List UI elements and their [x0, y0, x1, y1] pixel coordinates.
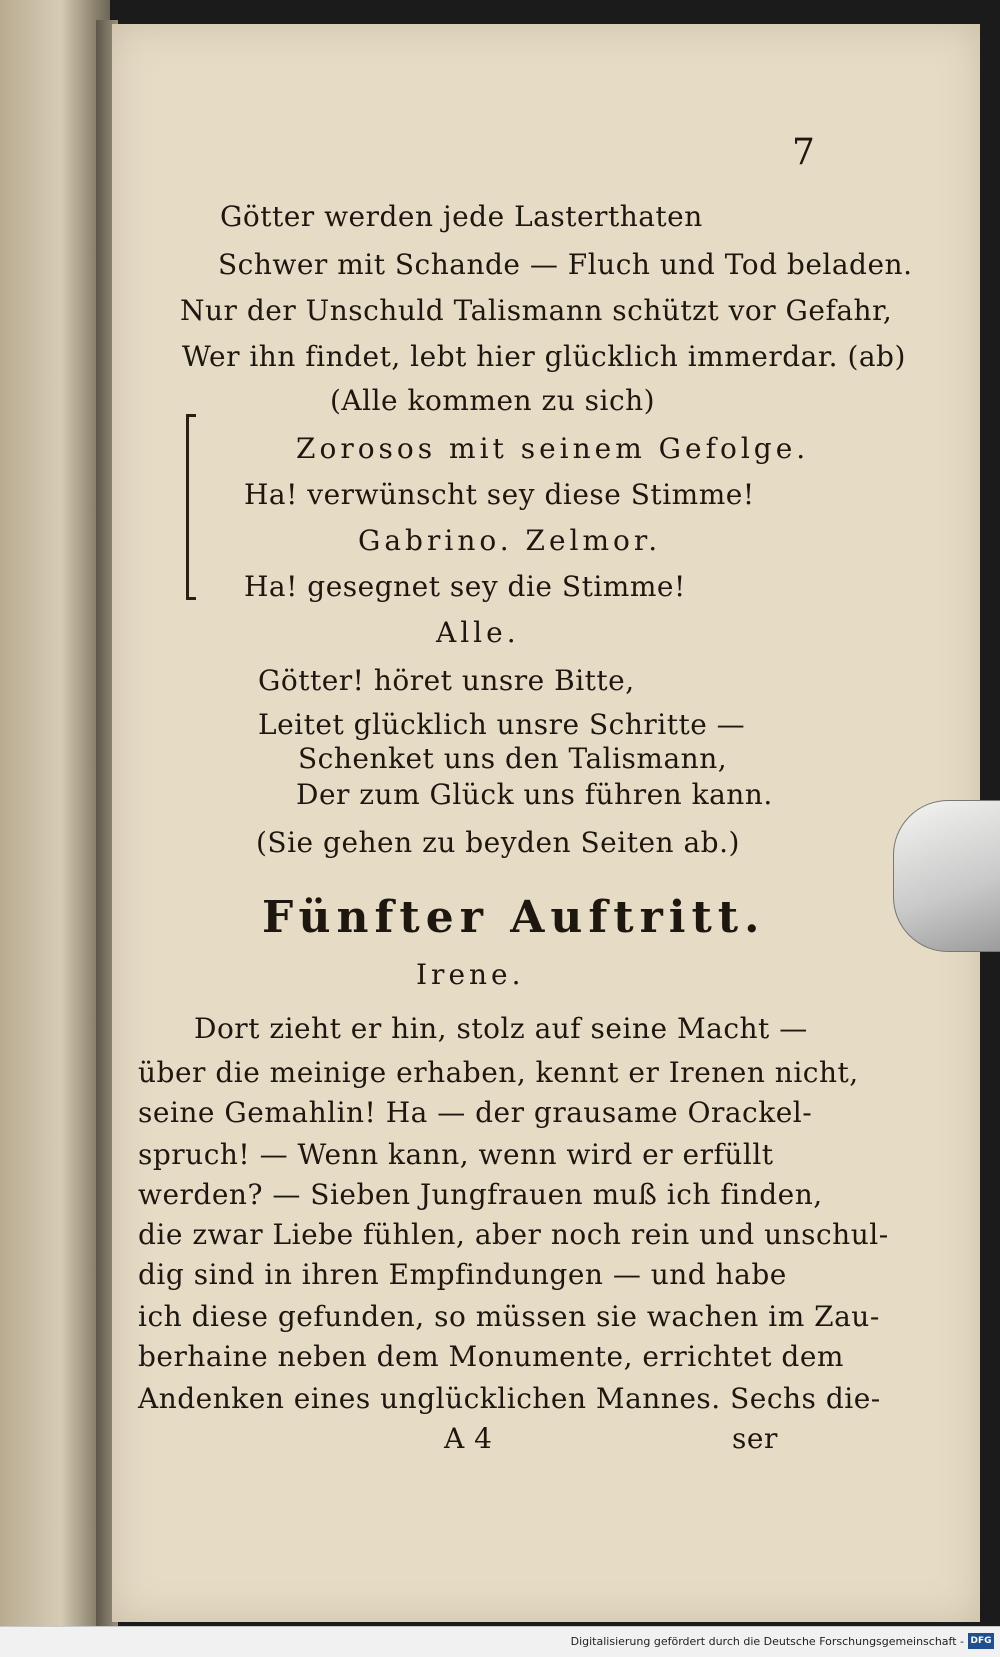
verse-line: Leitet glücklich unsre Schritte —	[258, 708, 746, 741]
prose-line: ich diese gefunden, so müssen sie wachen im Zau-	[138, 1300, 880, 1333]
signature-mark: A 4	[444, 1422, 493, 1455]
prose-line: die zwar Liebe fühlen, aber noch rein und unschul-	[138, 1218, 889, 1251]
verse-line: Götter werden jede Lasterthaten	[220, 200, 703, 233]
prose-line: Dort zieht er hin, stolz auf seine Macht —	[194, 1012, 808, 1045]
verse-line: Schenket uns den Talismann,	[298, 742, 728, 775]
scene-heading: Fünfter Auftritt.	[262, 892, 766, 943]
scene-speaker: Irene.	[416, 958, 525, 991]
catchword: ser	[732, 1422, 778, 1455]
stage-direction: (Alle kommen zu sich)	[330, 384, 656, 417]
funding-notice: Digitalisierung gefördert durch die Deutsche Forschungsgemeinschaft -	[570, 1635, 964, 1648]
verse-line: Schwer mit Schande — Fluch und Tod beladen.	[218, 248, 913, 281]
prose-line: seine Gemahlin! Ha — der grausame Orackel-	[138, 1096, 813, 1129]
prose-line: Andenken eines unglücklichen Mannes. Sechs die-	[138, 1382, 881, 1415]
verse-line: Wer ihn findet, lebt hier glücklich immerdar. (ab)	[182, 340, 906, 373]
verse-line: Ha! gesegnet sey die Stimme!	[244, 570, 686, 603]
speaker-name: Gabrino. Zelmor.	[358, 524, 662, 557]
verse-line: Der zum Glück uns führen kann.	[296, 778, 773, 811]
stage-direction: (Sie gehen zu beyden Seiten ab.)	[256, 826, 740, 859]
prose-line: werden? — Sieben Jungfrauen muß ich finden,	[138, 1178, 823, 1211]
speaker-name: Alle.	[436, 616, 520, 649]
page-clip	[893, 800, 1000, 952]
speaker-brace	[186, 414, 203, 600]
prose-line: berhaine neben dem Monumente, errichtet dem	[138, 1340, 844, 1373]
left-page-edge	[0, 0, 110, 1626]
page-number: 7	[792, 132, 815, 173]
prose-line: spruch! — Wenn kann, wenn wird er erfüllt	[138, 1138, 774, 1171]
prose-line: über die meinige erhaben, kennt er Irenen nicht,	[138, 1056, 859, 1089]
verse-line: Ha! verwünscht sey diese Stimme!	[244, 478, 755, 511]
footer-bar	[0, 1626, 1000, 1657]
prose-line: dig sind in ihren Empfindungen — und habe	[138, 1258, 787, 1291]
dfg-logo-icon: DFG	[968, 1633, 994, 1649]
verse-line: Götter! höret unsre Bitte,	[258, 664, 635, 697]
verse-line: Nur der Unschuld Talismann schützt vor Gefahr,	[180, 294, 893, 327]
speaker-name: Zorosos mit seinem Gefolge.	[296, 432, 810, 465]
